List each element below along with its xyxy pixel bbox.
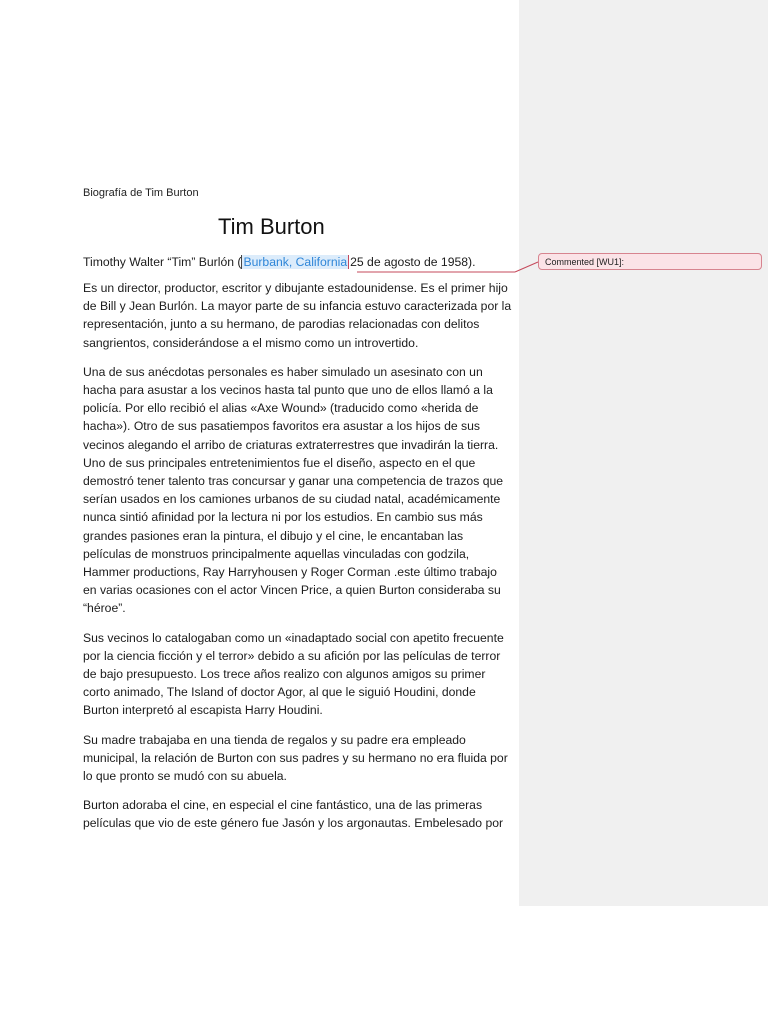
first-line bbox=[83, 253, 513, 271]
comment-pane bbox=[519, 0, 768, 906]
document-header-text: Biografía de Tim Burton bbox=[83, 187, 199, 199]
comment-balloon[interactable] bbox=[538, 253, 762, 270]
first-line-after: 25 de agosto de 1958). bbox=[350, 255, 476, 269]
paragraph: Sus vecinos lo catalogaban como un «inadaptado social con apetito frecuente por la ciencia ficción y el terror» debido a su afición por las películas de terror de bajo presupuesto. Los trece años realizo con algunos amigos su primer corto animado, The Island of doctor Agor, al que le siguió Houdini, donde Burton interpretó al escapista Harry Houdini. bbox=[83, 630, 504, 718]
document-title: Tim Burton bbox=[218, 214, 325, 239]
body-paragraphs bbox=[83, 279, 513, 844]
first-line-before: Timothy Walter “Tim” Burlón ( bbox=[83, 255, 242, 269]
paragraph: Una de sus anécdotas personales es haber simulado un asesinato con un hacha para asustar a los vecinos hasta tal punto que uno de ellos llamó a la policía. Por ello recibió el alias «Axe Wound» (traducido como «herida de hacha»). Otro de sus pasatiempos favoritos era asustar a los hijos de sus vecinos alegando el arribo de criaturas extraterrestres que invadirán la tierra. Uno de sus principales entretenimientos fue el diseño, aspecto en el que demostró tener talento tras concursar y ganar una competencia de trazos que serían usados en los camiones urbanos de su ciudad natal, académicamente nunca sintió afinidad por la lectura ni por los estudios. En cambio sus más grandes pasiones eran la pintura, el dibujo y el cine, le encantaban las películas de monstruos principalmente aquellas vinculadas con godzila, Hammer productions, Ray Harryhousen y Roger Corman .este último trabajo en varias ocasiones con el actor Vincen Price, a quien Burton consideraba su “héroe”. bbox=[83, 364, 504, 616]
paragraph: Burton adoraba el cine, en especial el cine fantástico, una de las primeras películas que vio de este género fue Jasón y los argonautas. Embelesado por bbox=[83, 798, 504, 831]
paragraph: Su madre trabajaba en una tienda de regalos y su padre era empleado municipal, la relación de Burton con sus padres y su hermano no era fluida por lo que pronto se mudó con su abuela. bbox=[83, 732, 508, 784]
paragraph: Es un director, productor, escritor y dibujante estadounidense. Es el primer hijo de Bill y Jean Burlón. La mayor parte de su infancia estuvo caracterizada por la representación, junto a su hermano, de parodias relacionadas con delitos sangrientos, considerándose a el mismo como un introvertido. bbox=[83, 281, 512, 350]
comment-anchor-text[interactable]: Burbank, California bbox=[243, 255, 348, 269]
comment-label: Commented [WU1]: bbox=[545, 257, 625, 267]
